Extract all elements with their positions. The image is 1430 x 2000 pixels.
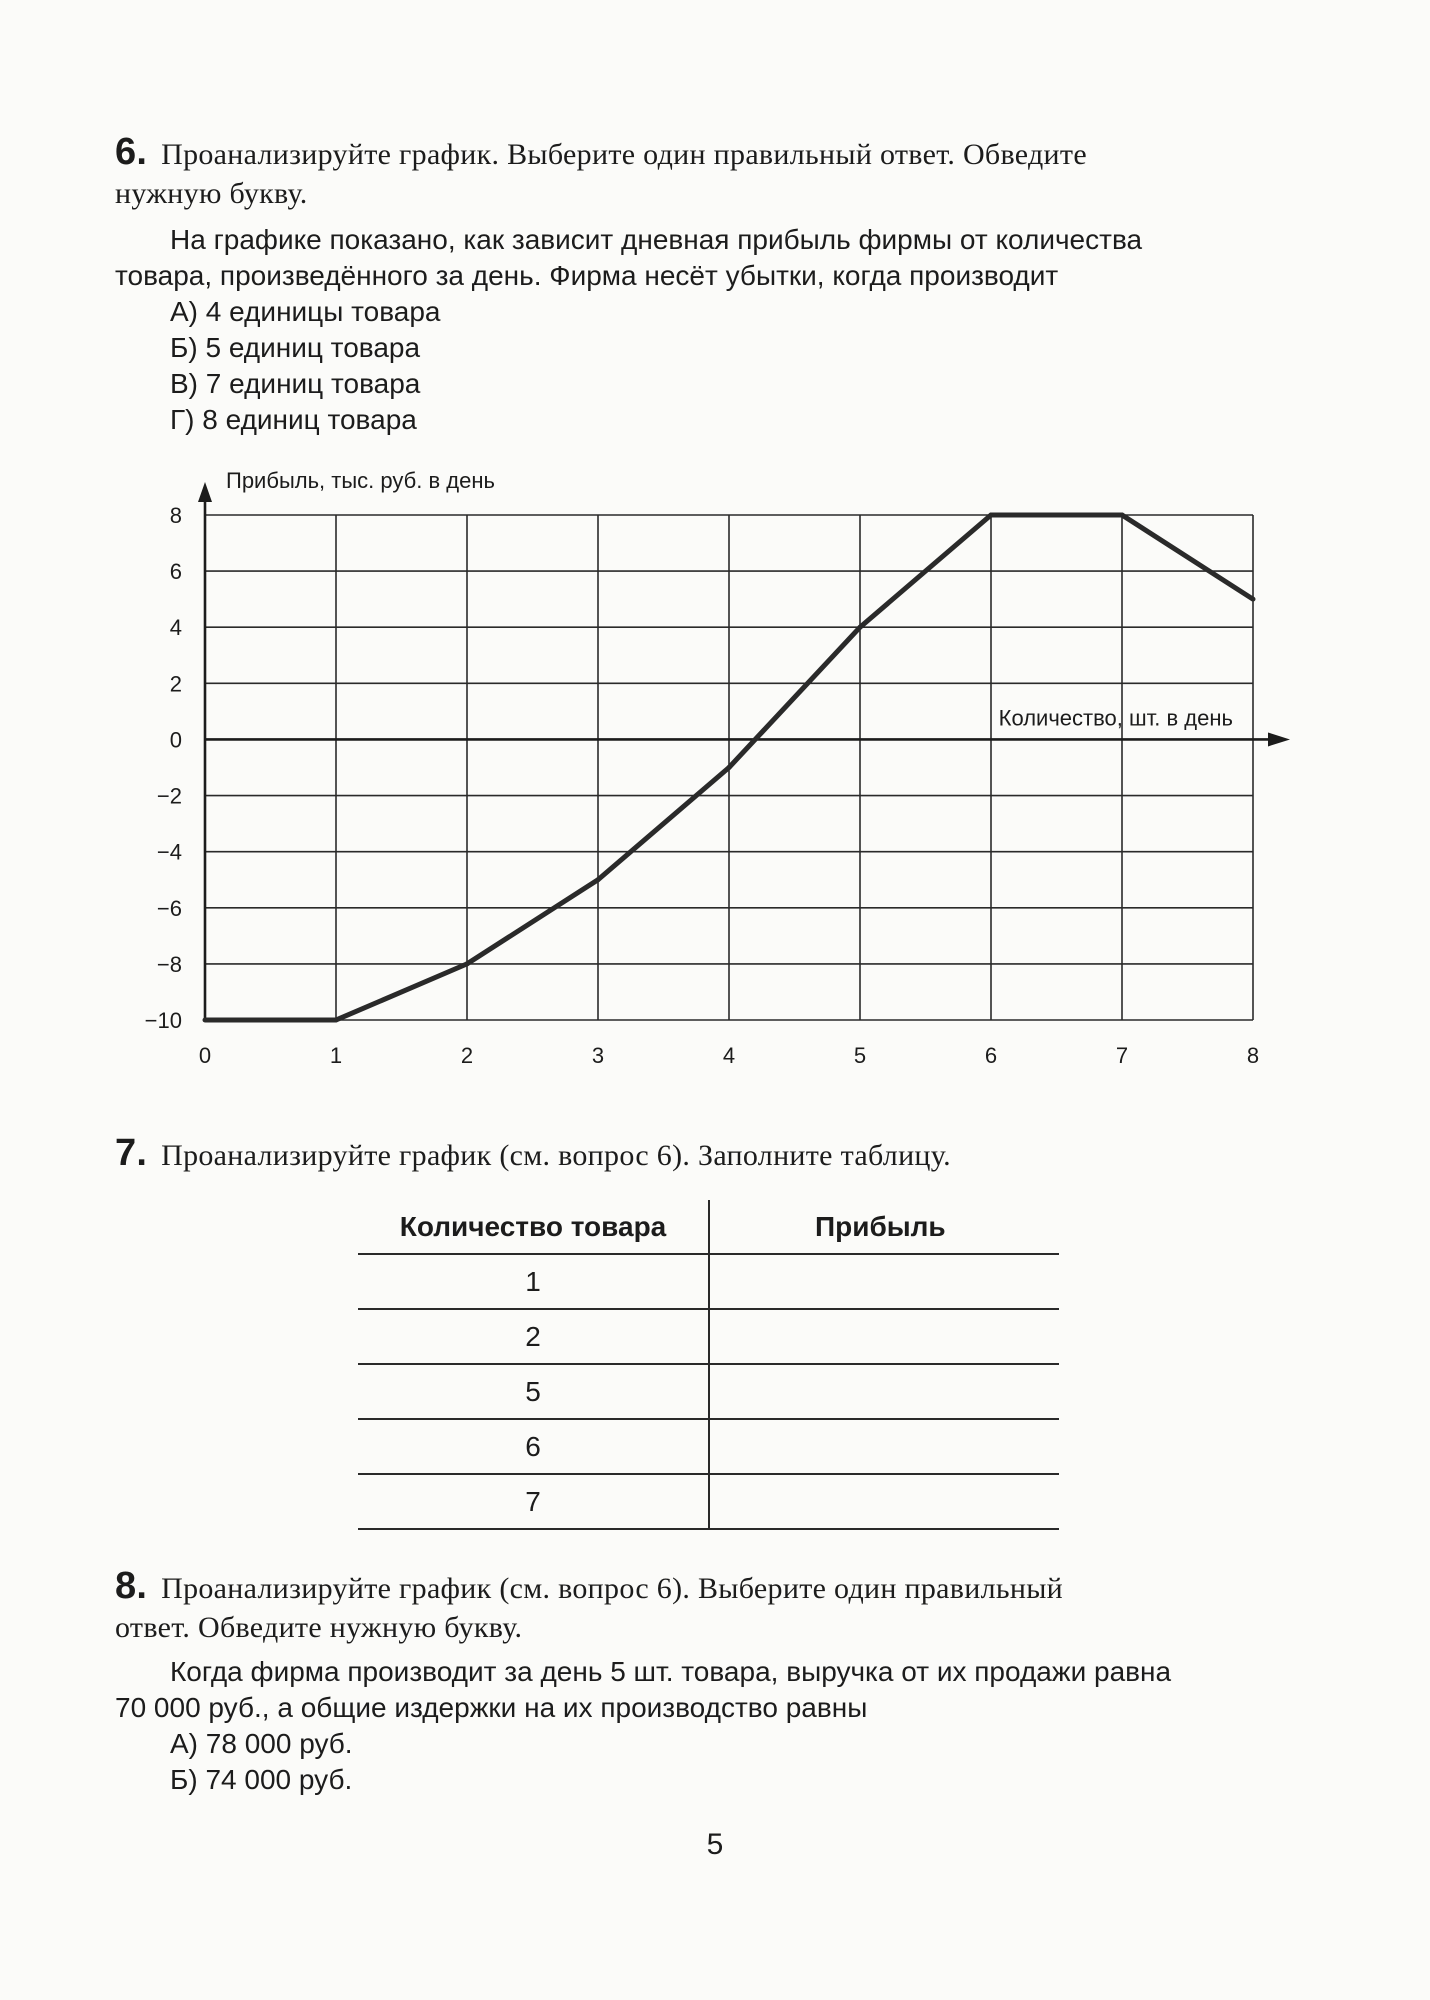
q7-number: 7. (115, 1132, 148, 1174)
table-row (358, 1419, 1059, 1474)
chart-ticks (145, 503, 1259, 1068)
data-point (203, 1018, 208, 1023)
q6-number: 6. (115, 131, 148, 173)
x-tick-label: 0 (198, 1043, 212, 1068)
y-tick-label: 8 (169, 503, 182, 528)
q7-instruction (115, 1132, 951, 1174)
x-axis-label: Количество, шт. в день (998, 705, 1233, 731)
q6-text-line2: товара, произведённого за день. Фирма несёт убытки, когда производит (115, 260, 1059, 291)
x-tick-label: 1 (329, 1043, 343, 1068)
data-point (858, 625, 863, 630)
page-number: 5 (706, 1828, 724, 1861)
q6-option-c[interactable]: В) 7 единиц товара (170, 368, 421, 399)
x-tick-label: 6 (984, 1043, 998, 1068)
table-cell-profit[interactable] (709, 1364, 1059, 1419)
y-tick-label: −6 (156, 895, 182, 921)
y-tick-label: 4 (169, 615, 182, 641)
q8-instruction (115, 1565, 1064, 1607)
x-axis-arrow (1268, 732, 1290, 746)
q8-option-b[interactable]: Б) 74 000 руб. (170, 1764, 353, 1795)
x-tick-label: 8 (1246, 1043, 1260, 1068)
x-tick-label: 5 (853, 1043, 867, 1068)
table-row (358, 1309, 1059, 1364)
q8-text-line1: Когда фирма производит за день 5 шт. товара, выручка от их продажи равна (170, 1656, 1172, 1687)
y-axis-arrow (198, 482, 212, 502)
data-point (465, 961, 470, 966)
data-point (1251, 597, 1256, 602)
table-cell-profit[interactable] (709, 1474, 1059, 1529)
q6-option-d[interactable]: Г) 8 единиц товара (170, 404, 417, 435)
table-header-row (358, 1200, 1059, 1254)
q6-option-b[interactable]: Б) 5 единиц товара (170, 332, 421, 363)
x-tick-label: 7 (1115, 1043, 1129, 1068)
x-tick-label: 3 (591, 1043, 605, 1068)
table-cell-qty: 6 (358, 1419, 709, 1474)
q7-instruction-text: Проанализируйте график (см. вопрос 6). Заполните таблицу. (161, 1139, 951, 1172)
y-tick-label: 2 (169, 671, 182, 697)
table-row (358, 1474, 1059, 1529)
data-point (989, 513, 994, 518)
y-tick-label: 0 (169, 727, 182, 753)
data-point (727, 765, 732, 770)
q8-option-a[interactable]: А) 78 000 руб. (170, 1728, 353, 1759)
y-tick-label: −10 (144, 1008, 182, 1033)
table-cell-qty: 1 (358, 1254, 709, 1309)
q6-instruction-line1: Проанализируйте график. Выберите один правильный ответ. Обведите (161, 138, 1087, 171)
table-cell-qty: 5 (358, 1364, 709, 1419)
data-point (1120, 513, 1125, 518)
table-cell-profit[interactable] (709, 1309, 1059, 1364)
q6-instruction-line2: нужную букву. (115, 177, 308, 210)
table-row (358, 1254, 1059, 1309)
q8-instruction-line2: ответ. Обведите нужную букву. (115, 1611, 523, 1644)
table-cell-qty: 2 (358, 1309, 709, 1364)
q8-number: 8. (115, 1565, 148, 1607)
table-header-profit: Прибыль (709, 1200, 1059, 1254)
y-axis-label: Прибыль, тыс. руб. в день (226, 468, 495, 493)
data-point (596, 877, 601, 882)
q6-option-a[interactable]: А) 4 единицы товара (170, 296, 441, 327)
y-tick-label: 6 (169, 559, 182, 585)
y-tick-label: −2 (156, 783, 182, 809)
q6-text-line1: На графике показано, как зависит дневная прибыль фирмы от количества (170, 224, 1143, 255)
table-row (358, 1364, 1059, 1419)
table-cell-qty: 7 (358, 1474, 709, 1529)
q8-text-line2: 70 000 руб., а общие издержки на их производство равны (115, 1692, 868, 1723)
x-tick-label: 2 (460, 1043, 474, 1068)
x-tick-label: 4 (722, 1043, 736, 1068)
y-tick-label: −4 (156, 839, 182, 865)
table-cell-profit[interactable] (709, 1419, 1059, 1474)
q8-instruction-line1: Проанализируйте график (см. вопрос 6). Выберите один правильный (161, 1572, 1064, 1605)
table-cell-profit[interactable] (709, 1254, 1059, 1309)
y-tick-label: −8 (156, 951, 182, 977)
table-header-qty: Количество товара (358, 1200, 709, 1254)
data-point (334, 1018, 339, 1023)
q7-table (358, 1200, 1059, 1530)
